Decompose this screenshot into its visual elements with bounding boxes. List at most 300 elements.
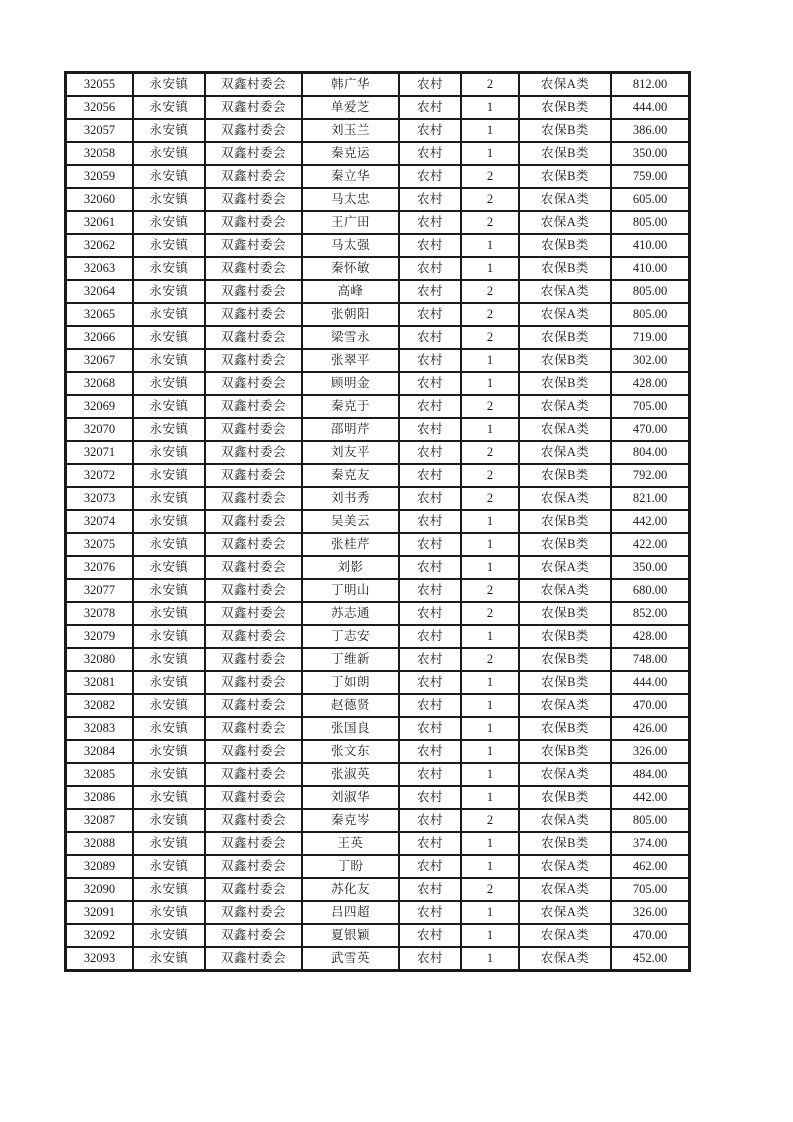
cell-village_committee: 双鑫村委会: [205, 211, 302, 234]
cell-town: 永安镇: [133, 556, 205, 579]
cell-town: 永安镇: [133, 257, 205, 280]
cell-person_name: 秦立华: [302, 165, 399, 188]
cell-person_name: 张文东: [302, 740, 399, 763]
cell-town: 永安镇: [133, 487, 205, 510]
cell-village_committee: 双鑫村委会: [205, 234, 302, 257]
cell-town: 永安镇: [133, 579, 205, 602]
cell-household_type: 农村: [399, 717, 461, 740]
cell-serial_number: 32084: [66, 740, 133, 763]
cell-serial_number: 32082: [66, 694, 133, 717]
cell-village_committee: 双鑫村委会: [205, 188, 302, 211]
cell-person_name: 秦克运: [302, 142, 399, 165]
cell-person_count: 2: [461, 280, 519, 303]
cell-serial_number: 32059: [66, 165, 133, 188]
cell-person_count: 1: [461, 717, 519, 740]
cell-village_committee: 双鑫村委会: [205, 924, 302, 947]
cell-insurance_category: 农保A类: [519, 901, 611, 924]
cell-person_count: 1: [461, 372, 519, 395]
table-row: [66, 142, 689, 165]
cell-serial_number: 32058: [66, 142, 133, 165]
cell-serial_number: 32073: [66, 487, 133, 510]
cell-person_count: 1: [461, 855, 519, 878]
cell-person_name: 邵明芹: [302, 418, 399, 441]
cell-person_name: 苏化友: [302, 878, 399, 901]
cell-serial_number: 32067: [66, 349, 133, 372]
table-row: [66, 832, 689, 855]
table-row: [66, 349, 689, 372]
cell-village_committee: 双鑫村委会: [205, 73, 302, 96]
cell-town: 永安镇: [133, 786, 205, 809]
cell-amount: 680.00: [611, 579, 689, 602]
cell-town: 永安镇: [133, 188, 205, 211]
cell-insurance_category: 农保A类: [519, 211, 611, 234]
cell-insurance_category: 农保A类: [519, 303, 611, 326]
cell-serial_number: 32085: [66, 763, 133, 786]
table-row: [66, 211, 689, 234]
cell-village_committee: 双鑫村委会: [205, 441, 302, 464]
cell-serial_number: 32069: [66, 395, 133, 418]
cell-serial_number: 32089: [66, 855, 133, 878]
cell-serial_number: 32075: [66, 533, 133, 556]
cell-serial_number: 32072: [66, 464, 133, 487]
cell-serial_number: 32066: [66, 326, 133, 349]
table-row: [66, 487, 689, 510]
cell-town: 永安镇: [133, 878, 205, 901]
cell-person_count: 1: [461, 786, 519, 809]
cell-amount: 470.00: [611, 418, 689, 441]
cell-amount: 805.00: [611, 211, 689, 234]
cell-serial_number: 32062: [66, 234, 133, 257]
cell-amount: 759.00: [611, 165, 689, 188]
cell-town: 永安镇: [133, 947, 205, 970]
cell-serial_number: 32079: [66, 625, 133, 648]
cell-household_type: 农村: [399, 487, 461, 510]
cell-person_count: 2: [461, 648, 519, 671]
table-row: [66, 740, 689, 763]
cell-amount: 484.00: [611, 763, 689, 786]
table-row: [66, 671, 689, 694]
cell-amount: 386.00: [611, 119, 689, 142]
cell-insurance_category: 农保B类: [519, 372, 611, 395]
cell-household_type: 农村: [399, 694, 461, 717]
cell-serial_number: 32093: [66, 947, 133, 970]
table-row: [66, 717, 689, 740]
cell-amount: 326.00: [611, 901, 689, 924]
cell-serial_number: 32086: [66, 786, 133, 809]
cell-amount: 462.00: [611, 855, 689, 878]
cell-village_committee: 双鑫村委会: [205, 142, 302, 165]
cell-insurance_category: 农保B类: [519, 326, 611, 349]
cell-household_type: 农村: [399, 303, 461, 326]
cell-amount: 705.00: [611, 878, 689, 901]
cell-household_type: 农村: [399, 510, 461, 533]
cell-town: 永安镇: [133, 96, 205, 119]
cell-person_name: 高峰: [302, 280, 399, 303]
cell-person_name: 张翠平: [302, 349, 399, 372]
cell-person_count: 2: [461, 487, 519, 510]
cell-person_name: 秦怀敏: [302, 257, 399, 280]
cell-person_count: 1: [461, 924, 519, 947]
table-row: [66, 533, 689, 556]
cell-village_committee: 双鑫村委会: [205, 372, 302, 395]
cell-person_name: 梁雪永: [302, 326, 399, 349]
cell-amount: 350.00: [611, 556, 689, 579]
cell-person_name: 刘淑华: [302, 786, 399, 809]
cell-serial_number: 32060: [66, 188, 133, 211]
cell-town: 永安镇: [133, 694, 205, 717]
cell-amount: 792.00: [611, 464, 689, 487]
cell-person_name: 刘书秀: [302, 487, 399, 510]
cell-amount: 719.00: [611, 326, 689, 349]
cell-insurance_category: 农保B类: [519, 602, 611, 625]
cell-amount: 302.00: [611, 349, 689, 372]
pension-payment-table: [65, 72, 690, 971]
cell-person_count: 1: [461, 625, 519, 648]
cell-person_name: 刘友平: [302, 441, 399, 464]
cell-serial_number: 32071: [66, 441, 133, 464]
cell-town: 永安镇: [133, 73, 205, 96]
cell-insurance_category: 农保B类: [519, 464, 611, 487]
cell-serial_number: 32078: [66, 602, 133, 625]
cell-amount: 470.00: [611, 924, 689, 947]
cell-household_type: 农村: [399, 395, 461, 418]
cell-serial_number: 32064: [66, 280, 133, 303]
cell-household_type: 农村: [399, 372, 461, 395]
cell-insurance_category: 农保A类: [519, 441, 611, 464]
cell-household_type: 农村: [399, 786, 461, 809]
cell-village_committee: 双鑫村委会: [205, 671, 302, 694]
cell-town: 永安镇: [133, 533, 205, 556]
cell-household_type: 农村: [399, 648, 461, 671]
cell-household_type: 农村: [399, 326, 461, 349]
cell-insurance_category: 农保B类: [519, 717, 611, 740]
cell-village_committee: 双鑫村委会: [205, 809, 302, 832]
cell-amount: 452.00: [611, 947, 689, 970]
cell-serial_number: 32063: [66, 257, 133, 280]
cell-village_committee: 双鑫村委会: [205, 510, 302, 533]
cell-town: 永安镇: [133, 625, 205, 648]
cell-person_name: 王广田: [302, 211, 399, 234]
cell-town: 永安镇: [133, 924, 205, 947]
cell-household_type: 农村: [399, 625, 461, 648]
cell-village_committee: 双鑫村委会: [205, 648, 302, 671]
cell-person_name: 夏银颖: [302, 924, 399, 947]
cell-village_committee: 双鑫村委会: [205, 487, 302, 510]
cell-town: 永安镇: [133, 809, 205, 832]
cell-insurance_category: 农保A类: [519, 188, 611, 211]
cell-person_name: 秦克于: [302, 395, 399, 418]
table-row: [66, 947, 689, 970]
cell-person_name: 韩广华: [302, 73, 399, 96]
cell-village_committee: 双鑫村委会: [205, 832, 302, 855]
cell-town: 永安镇: [133, 395, 205, 418]
cell-household_type: 农村: [399, 533, 461, 556]
cell-person_name: 刘玉兰: [302, 119, 399, 142]
cell-person_name: 张桂芹: [302, 533, 399, 556]
cell-amount: 426.00: [611, 717, 689, 740]
cell-household_type: 农村: [399, 671, 461, 694]
cell-amount: 326.00: [611, 740, 689, 763]
cell-town: 永安镇: [133, 832, 205, 855]
cell-household_type: 农村: [399, 211, 461, 234]
cell-household_type: 农村: [399, 763, 461, 786]
cell-village_committee: 双鑫村委会: [205, 694, 302, 717]
cell-village_committee: 双鑫村委会: [205, 947, 302, 970]
table-row: [66, 257, 689, 280]
cell-amount: 605.00: [611, 188, 689, 211]
table-row: [66, 763, 689, 786]
cell-serial_number: 32081: [66, 671, 133, 694]
cell-village_committee: 双鑫村委会: [205, 855, 302, 878]
cell-household_type: 农村: [399, 349, 461, 372]
cell-village_committee: 双鑫村委会: [205, 464, 302, 487]
cell-person_count: 2: [461, 441, 519, 464]
cell-insurance_category: 农保B类: [519, 165, 611, 188]
cell-amount: 442.00: [611, 510, 689, 533]
cell-town: 永安镇: [133, 326, 205, 349]
cell-insurance_category: 农保A类: [519, 418, 611, 441]
cell-person_count: 1: [461, 96, 519, 119]
cell-person_count: 2: [461, 211, 519, 234]
cell-household_type: 农村: [399, 234, 461, 257]
cell-person_name: 丁志安: [302, 625, 399, 648]
cell-household_type: 农村: [399, 142, 461, 165]
cell-person_name: 王英: [302, 832, 399, 855]
cell-household_type: 农村: [399, 464, 461, 487]
cell-household_type: 农村: [399, 119, 461, 142]
cell-serial_number: 32080: [66, 648, 133, 671]
cell-amount: 805.00: [611, 303, 689, 326]
cell-insurance_category: 农保B类: [519, 234, 611, 257]
cell-person_name: 武雪英: [302, 947, 399, 970]
table-row: [66, 395, 689, 418]
table-row: [66, 809, 689, 832]
cell-person_count: 1: [461, 349, 519, 372]
cell-household_type: 农村: [399, 418, 461, 441]
table-row: [66, 855, 689, 878]
cell-person_count: 1: [461, 142, 519, 165]
cell-household_type: 农村: [399, 165, 461, 188]
cell-amount: 422.00: [611, 533, 689, 556]
cell-serial_number: 32091: [66, 901, 133, 924]
cell-amount: 410.00: [611, 234, 689, 257]
cell-person_name: 单爱芝: [302, 96, 399, 119]
cell-insurance_category: 农保A类: [519, 73, 611, 96]
table-body: [66, 73, 689, 970]
cell-town: 永安镇: [133, 855, 205, 878]
cell-person_name: 赵德贤: [302, 694, 399, 717]
table-row: [66, 510, 689, 533]
cell-town: 永安镇: [133, 717, 205, 740]
cell-serial_number: 32088: [66, 832, 133, 855]
cell-amount: 428.00: [611, 372, 689, 395]
cell-serial_number: 32083: [66, 717, 133, 740]
cell-insurance_category: 农保B类: [519, 625, 611, 648]
cell-insurance_category: 农保A类: [519, 878, 611, 901]
cell-town: 永安镇: [133, 211, 205, 234]
cell-village_committee: 双鑫村委会: [205, 257, 302, 280]
cell-insurance_category: 农保B类: [519, 257, 611, 280]
cell-insurance_category: 农保B类: [519, 740, 611, 763]
cell-person_count: 1: [461, 947, 519, 970]
cell-insurance_category: 农保A类: [519, 855, 611, 878]
cell-village_committee: 双鑫村委会: [205, 717, 302, 740]
cell-serial_number: 32074: [66, 510, 133, 533]
cell-serial_number: 32070: [66, 418, 133, 441]
cell-amount: 410.00: [611, 257, 689, 280]
cell-village_committee: 双鑫村委会: [205, 901, 302, 924]
cell-person_count: 1: [461, 671, 519, 694]
cell-insurance_category: 农保B类: [519, 533, 611, 556]
cell-person_name: 顾明金: [302, 372, 399, 395]
cell-insurance_category: 农保A类: [519, 579, 611, 602]
cell-insurance_category: 农保A类: [519, 809, 611, 832]
cell-household_type: 农村: [399, 441, 461, 464]
cell-person_count: 2: [461, 303, 519, 326]
cell-person_count: 1: [461, 740, 519, 763]
table-row: [66, 280, 689, 303]
cell-insurance_category: 农保B类: [519, 648, 611, 671]
cell-person_name: 丁维新: [302, 648, 399, 671]
cell-insurance_category: 农保B类: [519, 119, 611, 142]
cell-person_name: 丁如朗: [302, 671, 399, 694]
cell-serial_number: 32087: [66, 809, 133, 832]
cell-village_committee: 双鑫村委会: [205, 625, 302, 648]
cell-serial_number: 32057: [66, 119, 133, 142]
table-row: [66, 924, 689, 947]
cell-insurance_category: 农保A类: [519, 395, 611, 418]
cell-amount: 350.00: [611, 142, 689, 165]
table-row: [66, 464, 689, 487]
cell-person_count: 2: [461, 602, 519, 625]
table-row: [66, 303, 689, 326]
cell-amount: 805.00: [611, 809, 689, 832]
cell-village_committee: 双鑫村委会: [205, 763, 302, 786]
cell-person_name: 张淑英: [302, 763, 399, 786]
table-row: [66, 602, 689, 625]
cell-insurance_category: 农保B类: [519, 671, 611, 694]
cell-person_count: 2: [461, 395, 519, 418]
cell-town: 永安镇: [133, 671, 205, 694]
cell-amount: 812.00: [611, 73, 689, 96]
cell-person_name: 苏志通: [302, 602, 399, 625]
cell-town: 永安镇: [133, 602, 205, 625]
cell-village_committee: 双鑫村委会: [205, 602, 302, 625]
cell-person_count: 1: [461, 901, 519, 924]
cell-person_name: 秦克友: [302, 464, 399, 487]
cell-village_committee: 双鑫村委会: [205, 96, 302, 119]
cell-person_count: 2: [461, 809, 519, 832]
cell-insurance_category: 农保A类: [519, 556, 611, 579]
cell-town: 永安镇: [133, 464, 205, 487]
cell-amount: 428.00: [611, 625, 689, 648]
cell-serial_number: 32056: [66, 96, 133, 119]
cell-serial_number: 32076: [66, 556, 133, 579]
cell-household_type: 农村: [399, 556, 461, 579]
cell-town: 永安镇: [133, 441, 205, 464]
cell-person_count: 1: [461, 832, 519, 855]
cell-person_count: 2: [461, 579, 519, 602]
cell-household_type: 农村: [399, 855, 461, 878]
cell-amount: 804.00: [611, 441, 689, 464]
cell-person_count: 2: [461, 326, 519, 349]
cell-amount: 748.00: [611, 648, 689, 671]
table-row: [66, 901, 689, 924]
cell-serial_number: 32055: [66, 73, 133, 96]
table-row: [66, 165, 689, 188]
cell-village_committee: 双鑫村委会: [205, 326, 302, 349]
table-row: [66, 326, 689, 349]
cell-person_name: 秦克岑: [302, 809, 399, 832]
cell-serial_number: 32092: [66, 924, 133, 947]
table-row: [66, 188, 689, 211]
cell-village_committee: 双鑫村委会: [205, 740, 302, 763]
cell-person_name: 吕四超: [302, 901, 399, 924]
cell-insurance_category: 农保B类: [519, 786, 611, 809]
cell-village_committee: 双鑫村委会: [205, 878, 302, 901]
cell-insurance_category: 农保A类: [519, 947, 611, 970]
cell-household_type: 农村: [399, 579, 461, 602]
cell-person_count: 1: [461, 694, 519, 717]
cell-person_count: 1: [461, 763, 519, 786]
cell-town: 永安镇: [133, 303, 205, 326]
table-row: [66, 648, 689, 671]
cell-town: 永安镇: [133, 648, 205, 671]
cell-amount: 374.00: [611, 832, 689, 855]
cell-serial_number: 32065: [66, 303, 133, 326]
cell-person_count: 2: [461, 73, 519, 96]
cell-person_count: 1: [461, 556, 519, 579]
table-row: [66, 234, 689, 257]
cell-town: 永安镇: [133, 280, 205, 303]
cell-person_name: 丁盼: [302, 855, 399, 878]
cell-insurance_category: 农保B类: [519, 349, 611, 372]
table-row: [66, 878, 689, 901]
cell-amount: 444.00: [611, 671, 689, 694]
cell-town: 永安镇: [133, 165, 205, 188]
cell-person_count: 1: [461, 533, 519, 556]
table-row: [66, 786, 689, 809]
table-row: [66, 119, 689, 142]
cell-person_count: 1: [461, 510, 519, 533]
cell-person_count: 1: [461, 119, 519, 142]
cell-town: 永安镇: [133, 763, 205, 786]
cell-village_committee: 双鑫村委会: [205, 533, 302, 556]
table-row: [66, 418, 689, 441]
cell-person_count: 2: [461, 464, 519, 487]
cell-town: 永安镇: [133, 119, 205, 142]
cell-person_count: 2: [461, 165, 519, 188]
cell-town: 永安镇: [133, 740, 205, 763]
cell-household_type: 农村: [399, 280, 461, 303]
cell-household_type: 农村: [399, 901, 461, 924]
cell-amount: 705.00: [611, 395, 689, 418]
cell-village_committee: 双鑫村委会: [205, 303, 302, 326]
cell-village_committee: 双鑫村委会: [205, 119, 302, 142]
cell-amount: 821.00: [611, 487, 689, 510]
cell-person_name: 丁明山: [302, 579, 399, 602]
cell-town: 永安镇: [133, 510, 205, 533]
cell-amount: 442.00: [611, 786, 689, 809]
cell-village_committee: 双鑫村委会: [205, 165, 302, 188]
cell-insurance_category: 农保B类: [519, 142, 611, 165]
cell-insurance_category: 农保B类: [519, 96, 611, 119]
cell-person_name: 马太强: [302, 234, 399, 257]
cell-household_type: 农村: [399, 740, 461, 763]
cell-person_count: 1: [461, 418, 519, 441]
table-row: [66, 625, 689, 648]
cell-village_committee: 双鑫村委会: [205, 418, 302, 441]
